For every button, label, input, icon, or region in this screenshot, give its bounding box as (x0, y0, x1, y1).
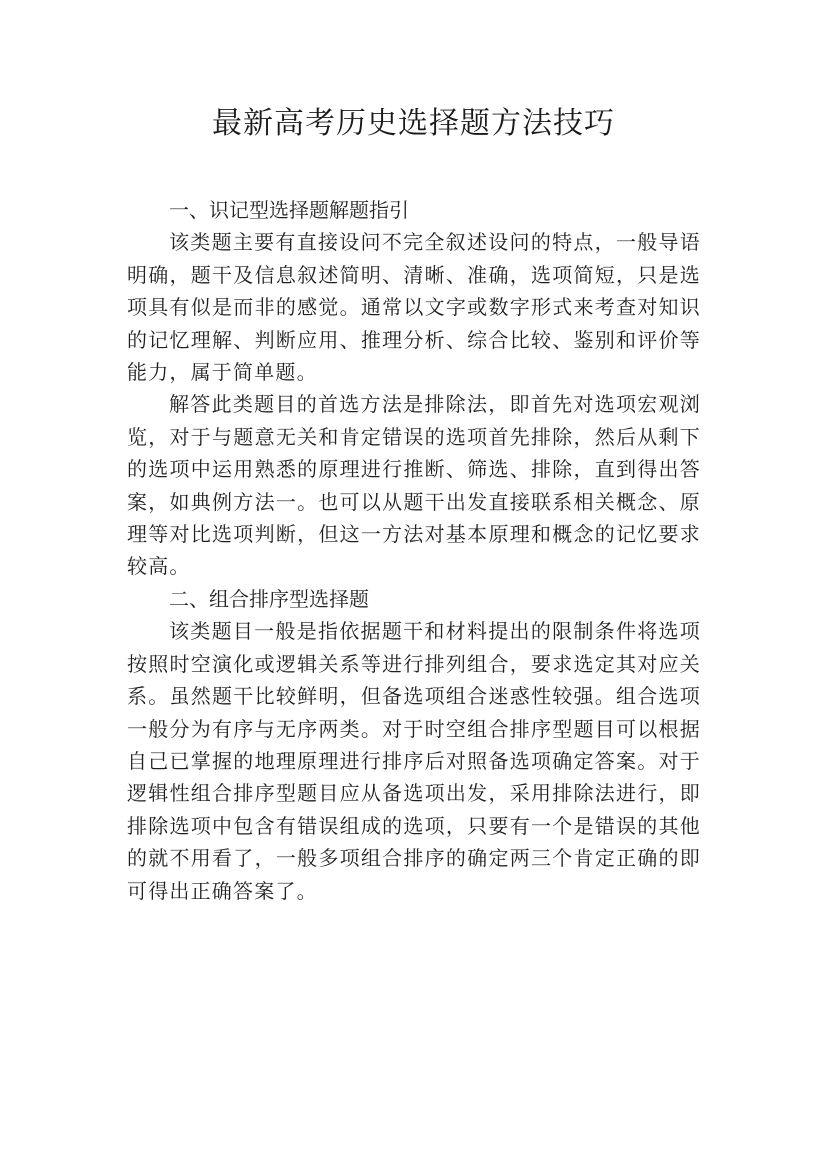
document-body (127, 194, 701, 907)
document-title: 最新高考历史选择题方法技巧 (212, 106, 615, 141)
paragraph: 该类题主要有直接设问不完全叙述设问的特点，一般导语明确，题干及信息叙述简明、清晰、准确，选项简短，只是选项具有似是而非的感觉。通常以文字或数字形式来考查对知识的记忆理解、判断应用、推理分析、综合比较、鉴别和评价等能力，属于简单题。 (127, 230, 701, 385)
paragraph: 解答此类题目的首选方法是排除法，即首先对选项宏观浏览，对于与题意无关和肯定错误的选项首先排除，然后从剩下的选项中运用熟悉的原理进行推断、筛选、排除，直到得出答案，如典例方法一。也可以从题干出发直接联系相关概念、原理等对比选项判断，但这一方法对基本原理和概念的记忆要求较高。 (127, 392, 701, 579)
section-2 (127, 583, 701, 907)
section-1 (127, 194, 701, 583)
section-heading: 一、识记型选择题解题指引 (169, 198, 409, 222)
paragraph: 该类题目一般是指依据题干和材料提出的限制条件将选项按照时空演化或逻辑关系等进行排列组合，要求选定其对应关系。虽然题干比较鲜明，但备选项组合迷惑性较强。组合选项一般分为有序与无序两类。对于时空组合排序型题目可以根据自己已掌握的地理原理进行排序后对照备选项确定答案。对于逻辑性组合排序型题目应从备选项出发，采用排除法进行，即排除选项中包含有错误组成的选项，只要有一个是错误的其他的就不用看了，一般多项组合排序的确定两三个肯定正确的即可得出正确答案了。 (127, 619, 701, 903)
section-heading: 二、组合排序型选择题 (169, 586, 369, 611)
